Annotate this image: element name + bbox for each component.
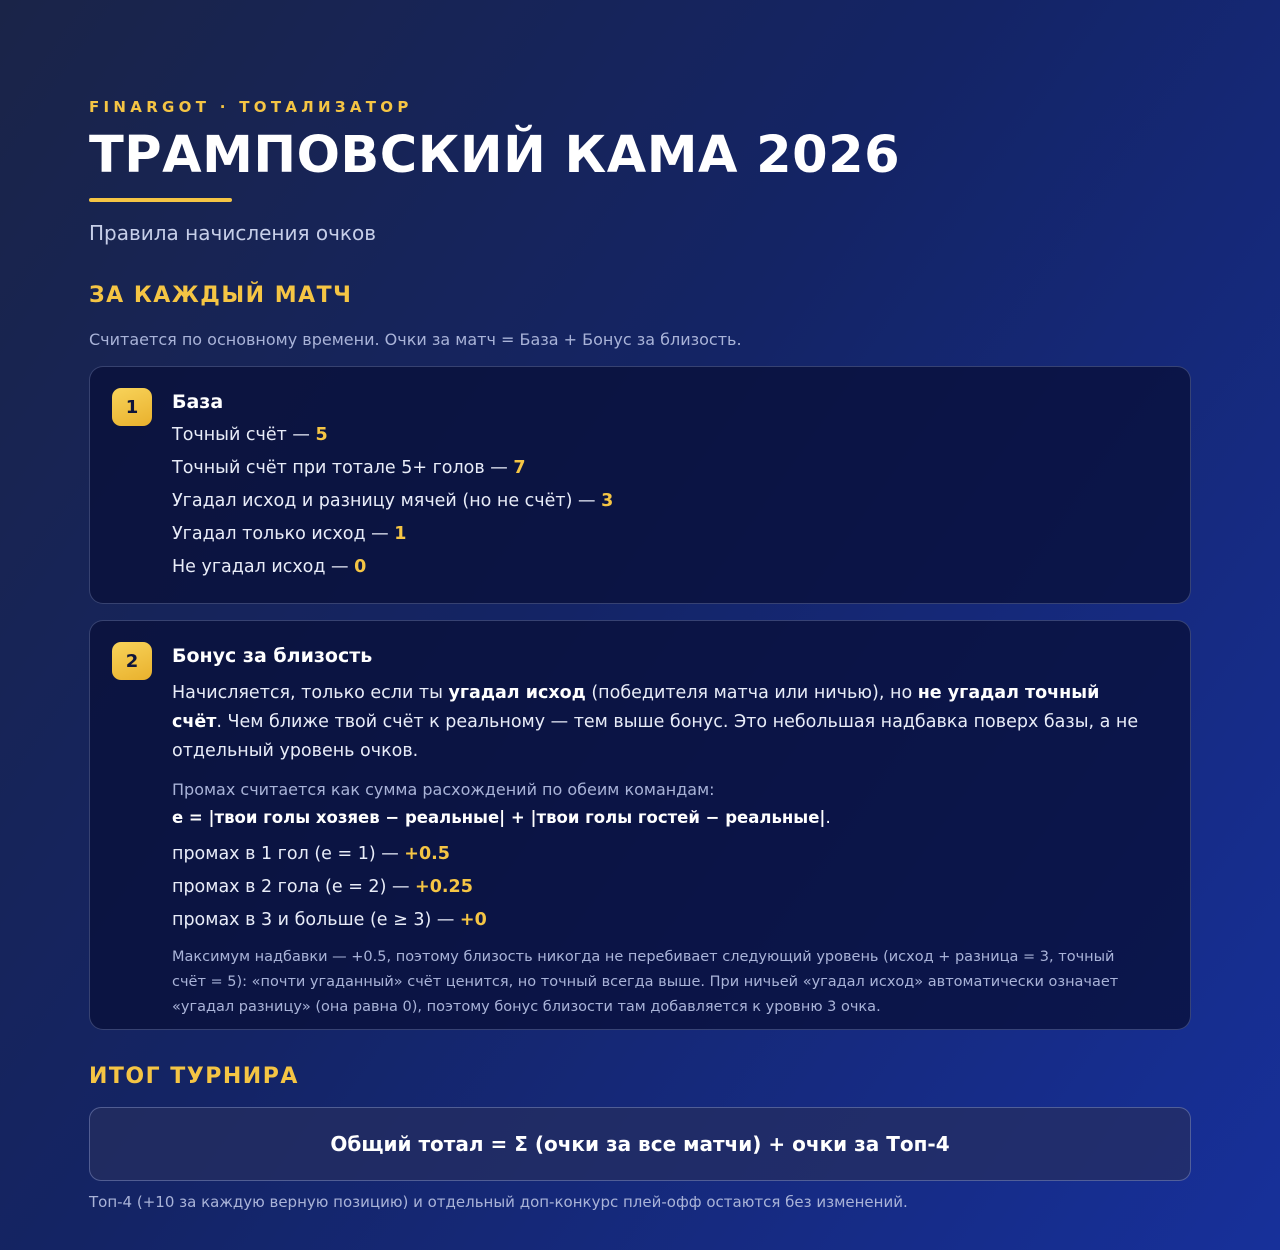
bonus-row-value: +0.25 [415, 877, 473, 897]
base-row-label: Точный счёт — [172, 425, 316, 445]
bonus-desc-bold: не угадал точный счёт [172, 683, 1100, 732]
footer-note: Топ-4 (+10 за каждую верную позицию) и отдельный доп-конкурс плей-офф остаются без изменений. [89, 1193, 908, 1211]
bonus-row [172, 910, 1146, 943]
miss-formula [172, 808, 1146, 844]
bonus-note: Максимум надбавки — +0.5, поэтому близость никогда не перебивает следующий уровень (исход + разница = 3, точный счёт = 5): «почти угаданный» счёт ценится, но точный всегда выше. При ничьей «угадал исход» автоматически означает «угадал разницу» (она равна 0), поэтому бонус близости там добавляется к уровню 3 очка. [172, 949, 1119, 1015]
base-row-value: 5 [315, 425, 328, 445]
base-row-value: 3 [601, 491, 614, 511]
bonus-card [89, 620, 1191, 1030]
bonus-row-label: промах в 1 гол (e = 1) — [172, 844, 405, 864]
match-intro: Считается по основному времени. Очки за матч = База + Бонус за близость. [89, 330, 742, 349]
base-row [172, 458, 1146, 491]
section-heading-total: ИТОГ ТУРНИРА [89, 1064, 299, 1089]
base-row-value: 1 [394, 524, 407, 544]
bonus-row [172, 877, 1146, 910]
miss-formula-text: e = |твои голы хозяев − реальные| + |твои голы гостей − реальные| [172, 808, 826, 827]
base-row-label: Угадал исход и разницу мячей (но не счёт) — [172, 491, 602, 511]
bonus-desc-text: . Чем ближе твой счёт к реальному — тем выше бонус. Это небольшая надбавка поверх базы, а не отдельный уровень очков. [172, 712, 1139, 761]
bonus-row-value: +0 [459, 910, 487, 930]
base-row-value: 0 [354, 557, 367, 577]
base-row-label: Точный счёт при тотале 5+ голов — [172, 458, 514, 478]
base-row [172, 425, 1146, 458]
base-card-title: База [172, 391, 224, 413]
base-row [172, 557, 1146, 590]
bonus-row-label: промах в 3 и больше (e ≥ 3) — [172, 910, 460, 930]
base-card [89, 366, 1191, 604]
bonus-desc-text: (победителя матча или ничью), но [585, 683, 918, 703]
title-underline [89, 198, 232, 202]
bonus-description [172, 679, 1146, 766]
section-heading-match: ЗА КАЖДЫЙ МАТЧ [89, 283, 353, 308]
bonus-row [172, 844, 1146, 877]
bonus-desc-bold: угадал исход [448, 683, 586, 703]
base-row-label: Не угадал исход — [172, 557, 355, 577]
page-subtitle: Правила начисления очков [89, 221, 377, 245]
miss-intro: Промах считается как сумма расхождений по обеим командам: [172, 780, 715, 799]
total-formula: Общий тотал = Σ (очки за все матчи) + очки за Топ-4 [330, 1132, 950, 1156]
step-badge-2: 2 [112, 642, 152, 680]
base-row-label: Угадал только исход — [172, 524, 395, 544]
bonus-row-label: промах в 2 гола (e = 2) — [172, 877, 416, 897]
total-formula-box [89, 1107, 1191, 1181]
page-title: ТРАМПОВСКИЙ КАМА 2026 [89, 126, 901, 185]
bonus-row-value: +0.5 [404, 844, 450, 864]
bonus-card-title: Бонус за близость [172, 645, 373, 667]
bonus-card-body [172, 645, 1146, 1020]
miss-formula-end: . [825, 808, 831, 827]
base-row-value: 7 [513, 458, 526, 478]
bonus-desc-text: Начисляется, только если ты [172, 683, 449, 703]
step-badge-1: 1 [112, 388, 152, 426]
base-row [172, 524, 1146, 557]
brand-eyebrow: FINARGOT · ТОТАЛИЗАТОР [89, 98, 413, 116]
base-row [172, 491, 1146, 524]
base-card-body [172, 391, 1146, 590]
